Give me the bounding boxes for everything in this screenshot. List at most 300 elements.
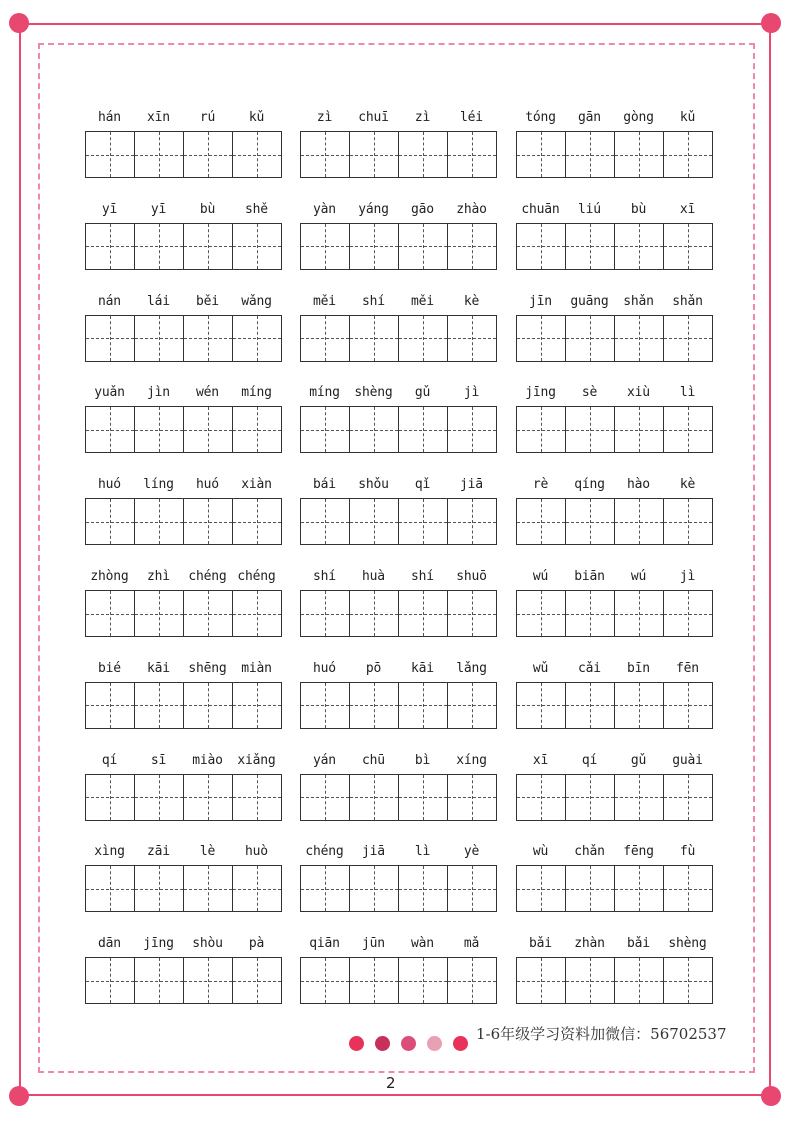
writing-box[interactable] xyxy=(448,316,496,361)
footer-dot xyxy=(453,1036,468,1051)
pinyin-syllable: xiù xyxy=(627,385,650,401)
word-group xyxy=(85,291,282,362)
pinyin-row xyxy=(85,382,282,406)
pinyin-syllable: huó xyxy=(313,660,336,676)
pinyin-syllable: hán xyxy=(98,110,121,125)
writing-box[interactable] xyxy=(566,407,615,452)
writing-box[interactable] xyxy=(399,499,448,544)
pinyin-syllable: xìng xyxy=(94,844,125,860)
pinyin-syllable: zì xyxy=(316,110,333,125)
pinyin-syllable: wú xyxy=(532,569,549,584)
tianzige-box-row xyxy=(516,223,713,270)
pinyin-syllable: cǎi xyxy=(578,660,601,676)
page-number: 2 xyxy=(386,1074,396,1092)
writing-box[interactable] xyxy=(184,224,233,269)
writing-box[interactable] xyxy=(135,866,184,911)
pinyin-syllable: wàn xyxy=(411,936,434,952)
pinyin-syllable: guāng xyxy=(570,293,609,309)
pinyin-syllable: miàn xyxy=(241,660,272,676)
pinyin-syllable: shuō xyxy=(456,569,487,584)
pinyin-syllable: qiān xyxy=(309,936,340,952)
writing-box[interactable] xyxy=(566,591,615,636)
pinyin-syllable: yán xyxy=(313,752,336,768)
writing-box[interactable] xyxy=(615,683,664,728)
writing-box[interactable] xyxy=(517,591,566,636)
writing-box[interactable] xyxy=(517,224,566,269)
pinyin-syllable: pō xyxy=(365,660,382,676)
tianzige-box-row xyxy=(85,774,282,821)
writing-box[interactable] xyxy=(448,591,496,636)
writing-box[interactable] xyxy=(301,132,350,177)
writing-box[interactable] xyxy=(566,775,615,820)
pinyin-syllable: běi xyxy=(196,293,219,309)
writing-box[interactable] xyxy=(86,866,135,911)
tianzige-box-row xyxy=(85,315,282,362)
writing-box[interactable] xyxy=(566,958,615,1003)
pinyin-syllable: yè xyxy=(463,844,480,860)
pinyin-syllable: huà xyxy=(362,569,385,584)
writing-box[interactable] xyxy=(135,683,184,728)
pinyin-syllable: wù xyxy=(532,844,549,860)
writing-box[interactable] xyxy=(233,958,281,1003)
pinyin-syllable: chuān xyxy=(521,201,560,217)
writing-box[interactable] xyxy=(517,866,566,911)
footer-dot xyxy=(349,1036,364,1051)
pinyin-syllable: zhào xyxy=(456,201,487,217)
tianzige-box-row xyxy=(300,223,497,270)
writing-box[interactable] xyxy=(135,499,184,544)
writing-box[interactable] xyxy=(399,132,448,177)
pinyin-syllable: shǒu xyxy=(358,477,389,493)
word-group xyxy=(300,841,497,912)
tianzige-box-row xyxy=(516,406,713,453)
footer-dot xyxy=(427,1036,442,1051)
pinyin-syllable: fù xyxy=(679,844,696,860)
pinyin-row xyxy=(300,199,497,223)
writing-box[interactable] xyxy=(664,316,712,361)
pinyin-syllable: gǔ xyxy=(414,385,431,401)
pinyin-syllable: míng xyxy=(309,385,340,401)
pinyin-syllable: huó xyxy=(196,477,219,493)
pinyin-syllable: chuī xyxy=(358,110,389,125)
pinyin-syllable: bié xyxy=(98,660,121,676)
pinyin-syllable: bǎi xyxy=(529,936,552,952)
writing-box[interactable] xyxy=(664,499,712,544)
pinyin-syllable: gāo xyxy=(411,201,434,217)
word-group xyxy=(516,199,713,270)
writing-box[interactable] xyxy=(399,866,448,911)
pinyin-syllable: xī xyxy=(532,752,549,768)
writing-box[interactable] xyxy=(86,224,135,269)
word-group xyxy=(85,474,282,545)
tianzige-box-row xyxy=(85,957,282,1004)
pinyin-syllable: měi xyxy=(313,293,336,309)
writing-box[interactable] xyxy=(86,591,135,636)
word-group xyxy=(516,750,713,821)
writing-box[interactable] xyxy=(86,499,135,544)
pinyin-syllable: shǎn xyxy=(623,293,654,309)
tianzige-box-row xyxy=(516,590,713,637)
writing-box[interactable] xyxy=(350,499,399,544)
pinyin-row xyxy=(516,291,713,315)
pinyin-row xyxy=(300,566,497,590)
pinyin-syllable: chū xyxy=(362,752,385,768)
writing-box[interactable] xyxy=(350,224,399,269)
pinyin-syllable: chéng xyxy=(188,569,227,584)
pinyin-syllable: dān xyxy=(98,936,121,952)
writing-box[interactable] xyxy=(566,132,615,177)
writing-box[interactable] xyxy=(615,499,664,544)
writing-box[interactable] xyxy=(184,775,233,820)
writing-box[interactable] xyxy=(301,591,350,636)
writing-box[interactable] xyxy=(135,591,184,636)
pinyin-row xyxy=(85,566,282,590)
pinyin-syllable: jiā xyxy=(460,477,483,493)
pinyin-syllable: tóng xyxy=(525,110,556,125)
pinyin-row xyxy=(85,107,282,131)
writing-box[interactable] xyxy=(615,132,664,177)
pinyin-syllable: chǎn xyxy=(574,844,605,860)
pinyin-syllable: xī xyxy=(679,201,696,217)
word-group xyxy=(300,291,497,362)
pinyin-row xyxy=(516,199,713,223)
tianzige-box-row xyxy=(516,865,713,912)
word-group xyxy=(85,933,282,1004)
tianzige-box-row xyxy=(300,406,497,453)
writing-box[interactable] xyxy=(399,407,448,452)
writing-box[interactable] xyxy=(86,132,135,177)
writing-box[interactable] xyxy=(350,866,399,911)
pinyin-syllable: shí xyxy=(313,569,336,584)
pinyin-syllable: lǎng xyxy=(456,660,487,676)
writing-box[interactable] xyxy=(301,407,350,452)
writing-box[interactable] xyxy=(86,407,135,452)
writing-box[interactable] xyxy=(448,775,496,820)
pinyin-row xyxy=(300,474,497,498)
pinyin-syllable: shí xyxy=(362,293,385,309)
writing-box[interactable] xyxy=(566,683,615,728)
pinyin-row xyxy=(85,841,282,865)
writing-box[interactable] xyxy=(517,683,566,728)
writing-box[interactable] xyxy=(135,132,184,177)
pinyin-syllable: chéng xyxy=(237,569,276,584)
pinyin-syllable: mǎ xyxy=(463,936,480,952)
pinyin-row xyxy=(85,750,282,774)
pinyin-row xyxy=(85,658,282,682)
writing-box[interactable] xyxy=(615,224,664,269)
tianzige-box-row xyxy=(85,865,282,912)
writing-box[interactable] xyxy=(399,683,448,728)
tianzige-box-row xyxy=(85,131,282,178)
tianzige-box-row xyxy=(516,957,713,1004)
writing-box[interactable] xyxy=(184,316,233,361)
pinyin-syllable: líng xyxy=(143,477,174,493)
word-group xyxy=(85,382,282,453)
writing-box[interactable] xyxy=(301,775,350,820)
writing-box[interactable] xyxy=(233,499,281,544)
pinyin-syllable: zhì xyxy=(147,569,170,584)
word-group xyxy=(300,933,497,1004)
writing-box[interactable] xyxy=(448,499,496,544)
writing-box[interactable] xyxy=(233,866,281,911)
writing-box[interactable] xyxy=(615,775,664,820)
pinyin-syllable: gān xyxy=(578,110,601,125)
pinyin-syllable: shí xyxy=(411,569,434,584)
writing-box[interactable] xyxy=(350,683,399,728)
writing-box[interactable] xyxy=(448,407,496,452)
footer-dots xyxy=(349,1036,468,1051)
writing-box[interactable] xyxy=(301,958,350,1003)
word-group xyxy=(85,199,282,270)
pinyin-syllable: xiǎng xyxy=(237,752,276,768)
word-group xyxy=(516,658,713,729)
pinyin-syllable: kè xyxy=(463,293,480,309)
writing-box[interactable] xyxy=(664,866,712,911)
pinyin-syllable: míng xyxy=(241,385,272,401)
tianzige-box-row xyxy=(300,315,497,362)
writing-box[interactable] xyxy=(517,499,566,544)
writing-box[interactable] xyxy=(135,407,184,452)
writing-box[interactable] xyxy=(350,316,399,361)
tianzige-box-row xyxy=(300,590,497,637)
pinyin-row xyxy=(85,291,282,315)
word-group xyxy=(85,566,282,637)
writing-box[interactable] xyxy=(517,775,566,820)
writing-box[interactable] xyxy=(350,591,399,636)
footer-dot xyxy=(401,1036,416,1051)
word-group xyxy=(85,107,282,178)
pinyin-row xyxy=(85,199,282,223)
pinyin-syllable: nán xyxy=(98,293,121,309)
writing-box[interactable] xyxy=(301,316,350,361)
word-group xyxy=(85,750,282,821)
writing-box[interactable] xyxy=(184,866,233,911)
writing-box[interactable] xyxy=(184,683,233,728)
pinyin-syllable: yī xyxy=(150,201,167,217)
writing-box[interactable] xyxy=(448,683,496,728)
pinyin-syllable: pà xyxy=(248,936,265,952)
word-group xyxy=(300,199,497,270)
tianzige-box-row xyxy=(300,131,497,178)
pinyin-syllable: jì xyxy=(679,569,696,584)
writing-box[interactable] xyxy=(233,407,281,452)
pinyin-syllable: bǎi xyxy=(627,936,650,952)
tianzige-box-row xyxy=(516,131,713,178)
pinyin-syllable: kè xyxy=(679,477,696,493)
word-group xyxy=(516,474,713,545)
writing-box[interactable] xyxy=(301,683,350,728)
pinyin-syllable: zāi xyxy=(147,844,170,860)
writing-box[interactable] xyxy=(350,775,399,820)
writing-box[interactable] xyxy=(615,407,664,452)
tianzige-box-row xyxy=(85,223,282,270)
pinyin-syllable: rú xyxy=(199,110,216,125)
writing-box[interactable] xyxy=(664,407,712,452)
pinyin-syllable: lì xyxy=(414,844,431,860)
pinyin-row xyxy=(516,750,713,774)
tianzige-box-row xyxy=(300,774,497,821)
pinyin-syllable: lì xyxy=(679,385,696,401)
writing-box[interactable] xyxy=(233,224,281,269)
writing-box[interactable] xyxy=(233,683,281,728)
pinyin-row xyxy=(85,933,282,957)
pinyin-row xyxy=(300,658,497,682)
writing-box[interactable] xyxy=(664,958,712,1003)
writing-box[interactable] xyxy=(615,316,664,361)
writing-box[interactable] xyxy=(399,316,448,361)
tianzige-box-row xyxy=(85,682,282,729)
writing-box[interactable] xyxy=(86,316,135,361)
word-group xyxy=(516,382,713,453)
pinyin-syllable: shèng xyxy=(668,936,707,952)
writing-box[interactable] xyxy=(350,958,399,1003)
writing-box[interactable] xyxy=(184,591,233,636)
writing-box[interactable] xyxy=(135,958,184,1003)
writing-box[interactable] xyxy=(233,775,281,820)
writing-box[interactable] xyxy=(566,866,615,911)
tianzige-box-row xyxy=(85,406,282,453)
word-group xyxy=(85,658,282,729)
tianzige-box-row xyxy=(516,315,713,362)
pinyin-syllable: wǔ xyxy=(532,660,549,676)
writing-box[interactable] xyxy=(135,316,184,361)
pinyin-syllable: bái xyxy=(313,477,336,493)
pinyin-syllable: yáng xyxy=(358,201,389,217)
writing-box[interactable] xyxy=(86,683,135,728)
pinyin-syllable: kāi xyxy=(411,660,434,676)
writing-box[interactable] xyxy=(615,866,664,911)
pinyin-syllable: jūn xyxy=(362,936,385,952)
writing-box[interactable] xyxy=(448,132,496,177)
writing-box[interactable] xyxy=(301,499,350,544)
pinyin-syllable: zhòng xyxy=(90,569,129,584)
pinyin-syllable: kāi xyxy=(147,660,170,676)
writing-box[interactable] xyxy=(566,224,615,269)
pinyin-syllable: xíng xyxy=(456,752,487,768)
pinyin-syllable: miào xyxy=(192,752,223,768)
pinyin-syllable: shòu xyxy=(192,936,223,952)
word-group xyxy=(300,382,497,453)
writing-box[interactable] xyxy=(566,499,615,544)
pinyin-syllable: biān xyxy=(574,569,605,584)
writing-box[interactable] xyxy=(664,683,712,728)
tianzige-box-row xyxy=(300,865,497,912)
pinyin-syllable: shě xyxy=(245,201,268,217)
word-group xyxy=(516,107,713,178)
pinyin-syllable: jīn xyxy=(529,293,552,309)
writing-box[interactable] xyxy=(135,775,184,820)
pinyin-row xyxy=(300,382,497,406)
pinyin-row xyxy=(516,474,713,498)
pinyin-row xyxy=(516,107,713,131)
tianzige-box-row xyxy=(516,498,713,545)
writing-box[interactable] xyxy=(184,958,233,1003)
pinyin-syllable: jīng xyxy=(525,385,556,401)
pinyin-syllable: lái xyxy=(147,293,170,309)
pinyin-row xyxy=(300,750,497,774)
writing-box[interactable] xyxy=(301,866,350,911)
writing-box[interactable] xyxy=(184,132,233,177)
writing-box[interactable] xyxy=(399,224,448,269)
pinyin-syllable: liú xyxy=(578,201,601,217)
writing-box[interactable] xyxy=(664,132,712,177)
writing-box[interactable] xyxy=(233,591,281,636)
writing-box[interactable] xyxy=(566,316,615,361)
word-group xyxy=(516,841,713,912)
tianzige-box-row xyxy=(300,498,497,545)
pinyin-syllable: xiàn xyxy=(241,477,272,493)
pinyin-syllable: kǔ xyxy=(679,110,696,125)
word-group xyxy=(516,566,713,637)
tianzige-box-row xyxy=(516,774,713,821)
writing-box[interactable] xyxy=(86,958,135,1003)
pinyin-syllable: jiā xyxy=(362,844,385,860)
writing-box[interactable] xyxy=(517,958,566,1003)
writing-box[interactable] xyxy=(233,132,281,177)
pinyin-row xyxy=(516,933,713,957)
pinyin-syllable: jì xyxy=(463,385,480,401)
writing-box[interactable] xyxy=(517,316,566,361)
tianzige-box-row xyxy=(300,682,497,729)
writing-box[interactable] xyxy=(664,775,712,820)
word-group xyxy=(300,566,497,637)
pinyin-row xyxy=(516,566,713,590)
writing-box[interactable] xyxy=(350,407,399,452)
writing-box[interactable] xyxy=(135,224,184,269)
pinyin-syllable: zì xyxy=(414,110,431,125)
pinyin-syllable: huò xyxy=(245,844,268,860)
writing-box[interactable] xyxy=(399,775,448,820)
word-group xyxy=(300,750,497,821)
pinyin-syllable: sī xyxy=(150,752,167,768)
writing-box[interactable] xyxy=(517,407,566,452)
pinyin-syllable: chéng xyxy=(305,844,344,860)
pinyin-syllable: yuǎn xyxy=(94,385,125,401)
footer-dot xyxy=(375,1036,390,1051)
writing-box[interactable] xyxy=(664,591,712,636)
tianzige-box-row xyxy=(85,498,282,545)
writing-box[interactable] xyxy=(448,866,496,911)
writing-box[interactable] xyxy=(184,499,233,544)
writing-box[interactable] xyxy=(448,224,496,269)
pinyin-row xyxy=(516,382,713,406)
writing-box[interactable] xyxy=(399,958,448,1003)
writing-box[interactable] xyxy=(233,316,281,361)
pinyin-syllable: léi xyxy=(460,110,483,125)
writing-box[interactable] xyxy=(350,132,399,177)
pinyin-syllable: hào xyxy=(627,477,650,493)
word-group xyxy=(300,658,497,729)
writing-box[interactable] xyxy=(615,591,664,636)
pinyin-syllable: shǎn xyxy=(672,293,703,309)
writing-box[interactable] xyxy=(615,958,664,1003)
word-group xyxy=(300,474,497,545)
writing-box[interactable] xyxy=(664,224,712,269)
writing-box[interactable] xyxy=(301,224,350,269)
writing-box[interactable] xyxy=(399,591,448,636)
writing-box[interactable] xyxy=(448,958,496,1003)
pinyin-syllable: zhàn xyxy=(574,936,605,952)
pinyin-syllable: kǔ xyxy=(248,110,265,125)
footer-contact-text: 1-6年级学习资料加微信：56702537 xyxy=(476,1025,727,1043)
word-group xyxy=(85,841,282,912)
writing-box[interactable] xyxy=(86,775,135,820)
pinyin-syllable: qíng xyxy=(574,477,605,493)
pinyin-syllable: rè xyxy=(532,477,549,493)
writing-box[interactable] xyxy=(517,132,566,177)
word-group xyxy=(300,107,497,178)
writing-box[interactable] xyxy=(184,407,233,452)
